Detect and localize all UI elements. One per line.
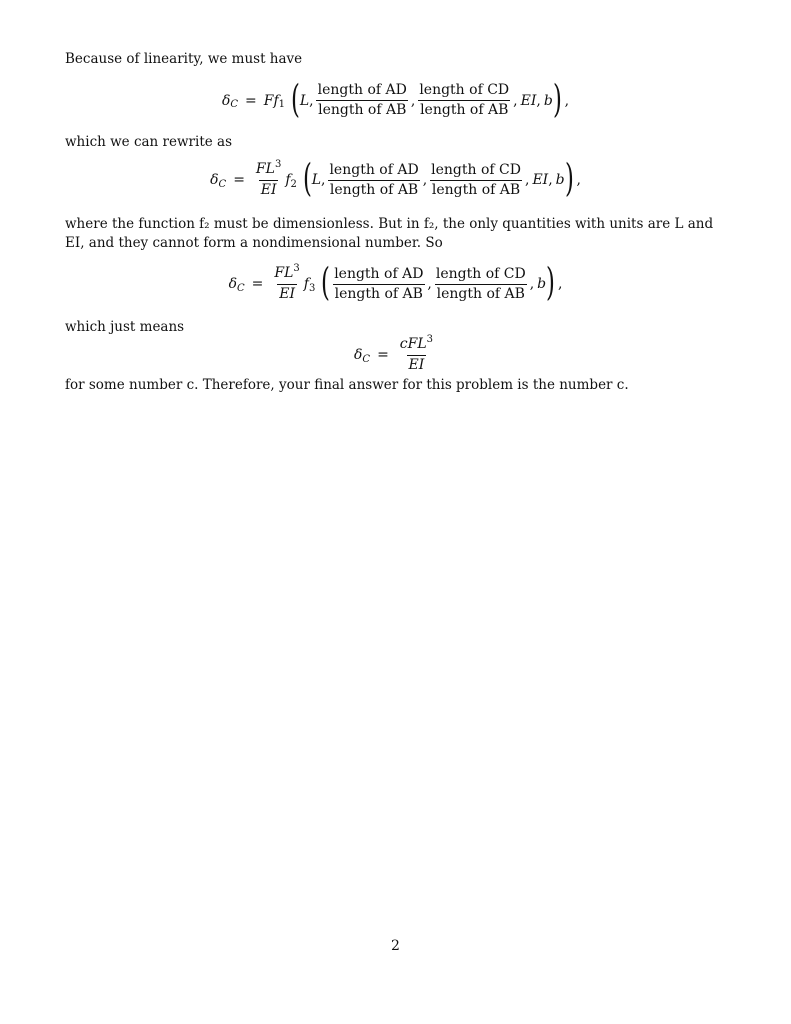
right-paren: ) bbox=[552, 76, 562, 121]
variable-L: L bbox=[284, 265, 294, 281]
fraction-cd-ab bbox=[429, 161, 523, 200]
page-number: 2 bbox=[391, 938, 400, 954]
exponent-3: 3 bbox=[274, 159, 282, 170]
exponent-3: 3 bbox=[426, 334, 434, 345]
equals-sign: = bbox=[233, 172, 245, 188]
delta-symbol: δ bbox=[353, 347, 363, 363]
equation-2 bbox=[0, 156, 791, 200]
comma: , bbox=[548, 172, 553, 188]
fraction-fl3-ei bbox=[272, 264, 301, 304]
denominator-ab: length of AB bbox=[436, 285, 525, 302]
paragraph-rewrite: which we can rewrite as bbox=[65, 134, 232, 150]
variable-F: F bbox=[274, 265, 285, 281]
function-f: f bbox=[303, 276, 309, 292]
comma: , bbox=[410, 92, 416, 109]
paragraph-intro: Because of linearity, we must have bbox=[65, 51, 303, 67]
variable-F: F bbox=[263, 92, 274, 109]
numerator-cd: length of CD bbox=[435, 265, 526, 282]
fraction-cfl3-ei bbox=[398, 335, 435, 375]
delta-symbol: δ bbox=[210, 172, 219, 188]
variable-L: L bbox=[417, 336, 427, 352]
left-paren: ( bbox=[291, 76, 300, 121]
denominator-ab: length of AB bbox=[329, 181, 419, 198]
comma: , bbox=[513, 92, 518, 109]
comma: , bbox=[422, 172, 428, 188]
function-f: f bbox=[285, 172, 291, 188]
subscript-C: C bbox=[237, 282, 245, 294]
denominator-ab: length of AB bbox=[318, 102, 407, 118]
comma: , bbox=[564, 92, 570, 109]
numerator-ad: length of AD bbox=[334, 265, 424, 282]
delta-symbol: δ bbox=[228, 276, 238, 292]
paragraph-dimensionless: where the function f₂ must be dimensionless. But in f₂, the only quantities with units are L and EI, and they cannot form a nondimensional number. So bbox=[65, 216, 714, 251]
equals-sign: = bbox=[245, 92, 257, 109]
paragraph-conclusion: for some number c. Therefore, your final answer for this problem is the number c. bbox=[65, 377, 629, 393]
subscript-1: 1 bbox=[278, 99, 286, 110]
left-paren: ( bbox=[302, 156, 312, 200]
right-paren: ) bbox=[564, 156, 574, 200]
equation-4 bbox=[0, 335, 791, 375]
variable-b: b bbox=[543, 92, 553, 109]
variable-EI: EI bbox=[260, 182, 277, 198]
equation-3 bbox=[0, 260, 791, 304]
fraction-ad-ab bbox=[332, 265, 425, 304]
right-paren: ) bbox=[546, 260, 556, 304]
variable-b: b bbox=[555, 172, 565, 188]
subscript-C: C bbox=[362, 353, 371, 365]
subscript-C: C bbox=[230, 99, 239, 110]
fraction-fl3-ei bbox=[254, 160, 283, 200]
variable-EI: EI bbox=[520, 92, 537, 109]
variable-L: L bbox=[265, 161, 275, 177]
function-f: f bbox=[273, 92, 279, 109]
exponent-3: 3 bbox=[293, 263, 300, 274]
fraction-cd-ab bbox=[417, 81, 511, 120]
comma: , bbox=[529, 276, 535, 292]
variable-EI: EI bbox=[532, 172, 549, 188]
variable-b: b bbox=[537, 276, 547, 292]
fraction-cd-ab bbox=[434, 265, 528, 304]
subscript-C: C bbox=[218, 178, 227, 190]
variable-L: L bbox=[299, 92, 310, 109]
comma: , bbox=[576, 172, 581, 188]
numerator-ad: length of AD bbox=[317, 82, 407, 98]
denominator-ab: length of AB bbox=[334, 285, 423, 302]
paragraph-means: which just means bbox=[65, 319, 185, 335]
comma: , bbox=[536, 92, 541, 109]
variable-EI: EI bbox=[408, 357, 425, 373]
comma: , bbox=[427, 276, 432, 292]
variable-F: F bbox=[255, 161, 266, 177]
denominator-ab: length of AB bbox=[431, 181, 521, 198]
numerator-ad: length of AD bbox=[329, 161, 419, 178]
variable-L: L bbox=[311, 172, 321, 188]
fraction-ad-ab bbox=[316, 81, 409, 120]
denominator-ab: length of AB bbox=[420, 102, 509, 118]
subscript-2: 2 bbox=[290, 178, 297, 190]
numerator-cd: length of CD bbox=[431, 161, 521, 178]
delta-symbol: δ bbox=[221, 92, 231, 109]
comma: , bbox=[524, 172, 530, 188]
left-paren: ( bbox=[321, 260, 331, 304]
variable-c: c bbox=[399, 336, 408, 352]
equals-sign: = bbox=[377, 347, 389, 363]
equals-sign: = bbox=[251, 276, 264, 292]
variable-F: F bbox=[407, 336, 418, 352]
variable-EI: EI bbox=[279, 286, 295, 302]
fraction-ad-ab bbox=[327, 161, 420, 200]
equation-1 bbox=[0, 76, 791, 121]
comma: , bbox=[321, 172, 326, 188]
comma: , bbox=[309, 92, 314, 109]
subscript-3: 3 bbox=[308, 282, 316, 294]
numerator-cd: length of CD bbox=[419, 82, 510, 98]
comma: , bbox=[557, 276, 563, 292]
